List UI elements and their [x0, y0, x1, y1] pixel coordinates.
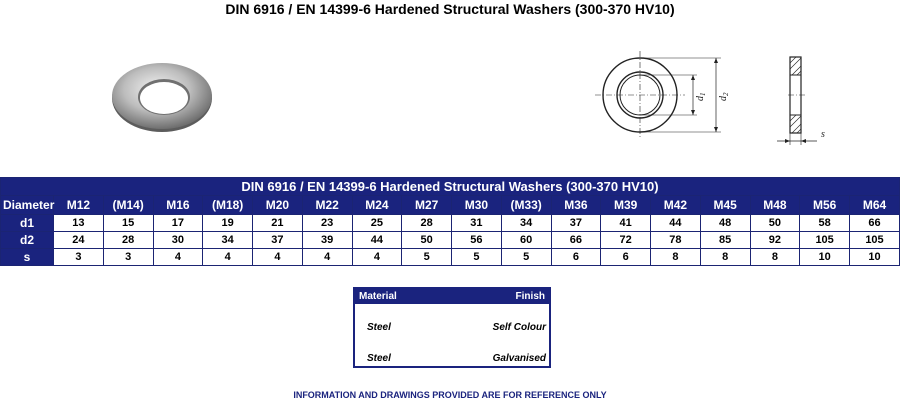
spec-row-d2 — [1, 232, 900, 249]
spec-value-cell: 34 — [203, 232, 253, 249]
page-title: DIN 6916 / EN 14399-6 Hardened Structural Washers (300-370 HV10) — [225, 1, 675, 17]
spec-value-cell: 28 — [402, 215, 452, 232]
spec-value-cell: 31 — [452, 215, 502, 232]
spec-value-cell: 5 — [402, 249, 452, 266]
size-header-cell: M42 — [651, 196, 701, 215]
size-header-cell: M24 — [352, 196, 402, 215]
size-header-cell: M48 — [750, 196, 800, 215]
size-header-cell: M16 — [153, 196, 203, 215]
finish-header: Finish — [440, 288, 550, 304]
d1-subscript: 1 — [699, 92, 707, 96]
spec-value-cell: 23 — [302, 215, 352, 232]
spec-value-cell: 4 — [253, 249, 303, 266]
size-header-cell: M20 — [253, 196, 303, 215]
spec-value-cell: 41 — [601, 215, 651, 232]
spec-value-cell: 105 — [850, 232, 900, 249]
material-cell: Steel — [367, 322, 391, 333]
row-label: s — [1, 249, 54, 266]
finish-row — [354, 304, 550, 335]
size-header-cell: M22 — [302, 196, 352, 215]
spec-value-cell: 8 — [651, 249, 701, 266]
spec-value-cell: 66 — [850, 215, 900, 232]
spec-value-cell: 8 — [700, 249, 750, 266]
size-header-cell: M30 — [452, 196, 502, 215]
finish-table — [353, 287, 551, 368]
spec-value-cell: 13 — [54, 215, 104, 232]
row-label: d1 — [1, 215, 54, 232]
spec-row-s — [1, 249, 900, 266]
size-header-cell: M45 — [700, 196, 750, 215]
spec-table-header: DIN 6916 / EN 14399-6 Hardened Structural Washers (300-370 HV10) — [1, 178, 900, 196]
material-header: Material — [354, 288, 440, 304]
diameter-label: Diameter — [1, 196, 54, 215]
size-header-cell: M56 — [800, 196, 850, 215]
spec-value-cell: 8 — [750, 249, 800, 266]
size-header-cell: M27 — [402, 196, 452, 215]
svg-text:d2 — [718, 92, 730, 101]
d2-label: d — [718, 96, 729, 101]
spec-value-cell: 4 — [203, 249, 253, 266]
spec-value-cell: 5 — [452, 249, 502, 266]
spec-value-cell: 25 — [352, 215, 402, 232]
spec-value-cell: 92 — [750, 232, 800, 249]
d1-label: d — [695, 96, 706, 101]
spec-value-cell: 6 — [601, 249, 651, 266]
row-label: d2 — [1, 232, 54, 249]
spec-value-cell: 3 — [54, 249, 104, 266]
spec-row-d1 — [1, 215, 900, 232]
size-header-cell: M39 — [601, 196, 651, 215]
spec-table — [0, 177, 900, 266]
spec-value-cell: 5 — [501, 249, 551, 266]
spec-value-cell: 4 — [352, 249, 402, 266]
spec-value-cell: 50 — [750, 215, 800, 232]
spec-value-cell: 44 — [651, 215, 701, 232]
spec-value-cell: 24 — [54, 232, 104, 249]
spec-value-cell: 4 — [302, 249, 352, 266]
spec-value-cell: 37 — [551, 215, 601, 232]
spec-value-cell: 48 — [700, 215, 750, 232]
spec-value-cell: 37 — [253, 232, 303, 249]
spec-value-cell: 66 — [551, 232, 601, 249]
spec-value-cell: 85 — [700, 232, 750, 249]
spec-value-cell: 72 — [601, 232, 651, 249]
disclaimer-note: INFORMATION AND DRAWINGS PROVIDED ARE FOR REFERENCE ONLY — [293, 390, 607, 400]
spec-value-cell: 44 — [352, 232, 402, 249]
washer-photo — [110, 62, 220, 134]
spec-value-cell: 78 — [651, 232, 701, 249]
size-header-cell: M12 — [54, 196, 104, 215]
d2-subscript: 2 — [722, 92, 730, 96]
s-label: s — [821, 129, 825, 140]
spec-value-cell: 56 — [452, 232, 502, 249]
spec-value-cell: 6 — [551, 249, 601, 266]
washer-technical-drawing — [585, 45, 845, 150]
finish-cell: Galvanised — [492, 353, 546, 364]
spec-value-cell: 19 — [203, 215, 253, 232]
spec-value-cell: 58 — [800, 215, 850, 232]
size-header-cell: M64 — [850, 196, 900, 215]
spec-value-cell: 39 — [302, 232, 352, 249]
spec-value-cell: 10 — [800, 249, 850, 266]
spec-value-cell: 60 — [501, 232, 551, 249]
finish-row — [354, 335, 550, 367]
spec-value-cell: 105 — [800, 232, 850, 249]
size-header-cell: (M14) — [103, 196, 153, 215]
size-header-cell: M36 — [551, 196, 601, 215]
spec-value-cell: 28 — [103, 232, 153, 249]
spec-value-cell: 30 — [153, 232, 203, 249]
spec-value-cell: 3 — [103, 249, 153, 266]
spec-value-cell: 50 — [402, 232, 452, 249]
size-header-cell: (M18) — [203, 196, 253, 215]
spec-value-cell: 17 — [153, 215, 203, 232]
material-cell: Steel — [367, 353, 391, 364]
spec-value-cell: 34 — [501, 215, 551, 232]
spec-value-cell: 4 — [153, 249, 203, 266]
spec-value-cell: 15 — [103, 215, 153, 232]
size-header-cell: (M33) — [501, 196, 551, 215]
spec-value-cell: 21 — [253, 215, 303, 232]
svg-text:d1 — [695, 93, 707, 102]
finish-cell: Self Colour — [492, 322, 546, 333]
spec-value-cell: 10 — [850, 249, 900, 266]
